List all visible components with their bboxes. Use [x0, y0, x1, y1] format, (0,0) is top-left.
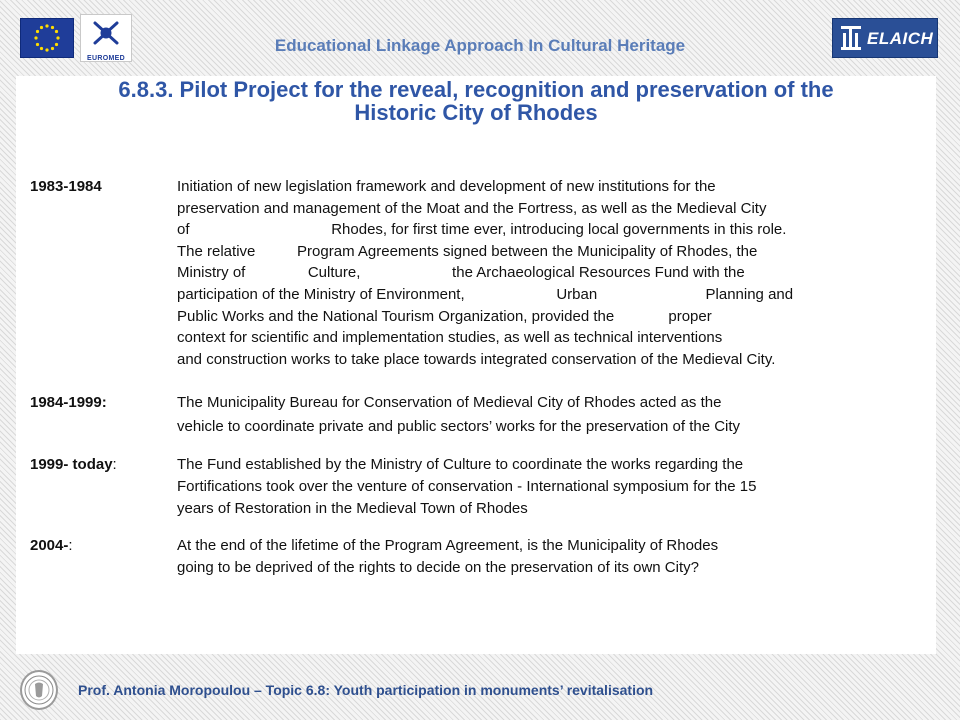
timeline: [30, 176, 930, 578]
euromed-logo-icon: [80, 14, 132, 62]
description-line: The Fund established by the Ministry of Culture to coordinate the works regarding the: [177, 456, 744, 474]
header: [0, 0, 960, 76]
description-line: participation of the Ministry of Environment, Urban Planning and: [177, 285, 794, 303]
slide-title-line-1: 6.8.3. Pilot Project for the reveal, recognition and preservation of the: [118, 77, 834, 102]
description-line: context for scientific and implementation studies, as well as technical interventions: [177, 329, 723, 347]
description-line: and construction works to take place towards integrated conservation of the Medieval City.: [177, 350, 776, 368]
timeline-entry: [30, 391, 930, 439]
euromed-logo-text: EUROMED: [87, 55, 125, 62]
slide-title-line-2: Historic City of Rhodes: [354, 100, 598, 125]
timeline-period: 1984-1999:: [30, 394, 107, 412]
timeline-period: 2004-:: [30, 537, 73, 555]
eu-flag-icon: [20, 18, 74, 58]
description-line: The relative Program Agreements signed between the Municipality of Rhodes, the: [177, 242, 758, 260]
footer-text: Prof. Antonia Moropoulou – Topic 6.8: Youth participation in monuments’ revitalisation: [78, 682, 654, 698]
description-line: Fortifications took over the venture of conservation - International symposium for the 15: [177, 477, 757, 495]
elaich-logo-icon: [832, 18, 938, 58]
timeline-entry: [30, 176, 930, 370]
description-line: going to be deprived of the rights to decide on the preservation of its own City?: [177, 558, 699, 576]
description-line: of Rhodes, for first time ever, introducing local governments in this role.: [177, 221, 787, 239]
elaich-logo-text: ELAICH: [867, 29, 934, 48]
timeline-description: [177, 176, 930, 370]
description-line: The Municipality Bureau for Conservation of Medieval City of Rhodes acted as the: [177, 394, 722, 412]
header-title: Educational Linkage Approach In Cultural Heritage: [274, 36, 686, 55]
timeline-period: 1999- today:: [30, 456, 117, 474]
description-line: Ministry of Culture, the Archaeological Resources Fund with the: [177, 264, 745, 282]
description-line: Initiation of new legislation framework and development of new institutions for the: [177, 178, 716, 195]
slide-title: [16, 76, 936, 124]
timeline-entry: [30, 454, 930, 519]
description-line: Public Works and the National Tourism Organization, provided the proper: [177, 307, 712, 325]
timeline-description: [177, 391, 930, 439]
timeline-description: [177, 535, 930, 578]
timeline-period: 1983-1984: [30, 178, 102, 195]
timeline-description: [177, 454, 930, 519]
footer: [0, 656, 960, 720]
description-line: vehicle to coordinate private and public sectors’ works for the preservation of the City: [177, 418, 741, 436]
description-line: years of Restoration in the Medieval Town of Rhodes: [177, 499, 528, 517]
timeline-entry: [30, 535, 930, 578]
slide-content: [16, 76, 936, 654]
ntua-seal-icon: [20, 670, 58, 710]
description-line: At the end of the lifetime of the Program Agreement, is the Municipality of Rhodes: [177, 537, 719, 555]
description-line: preservation and management of the Moat and the Fortress, as well as the Medieval City: [177, 199, 767, 217]
